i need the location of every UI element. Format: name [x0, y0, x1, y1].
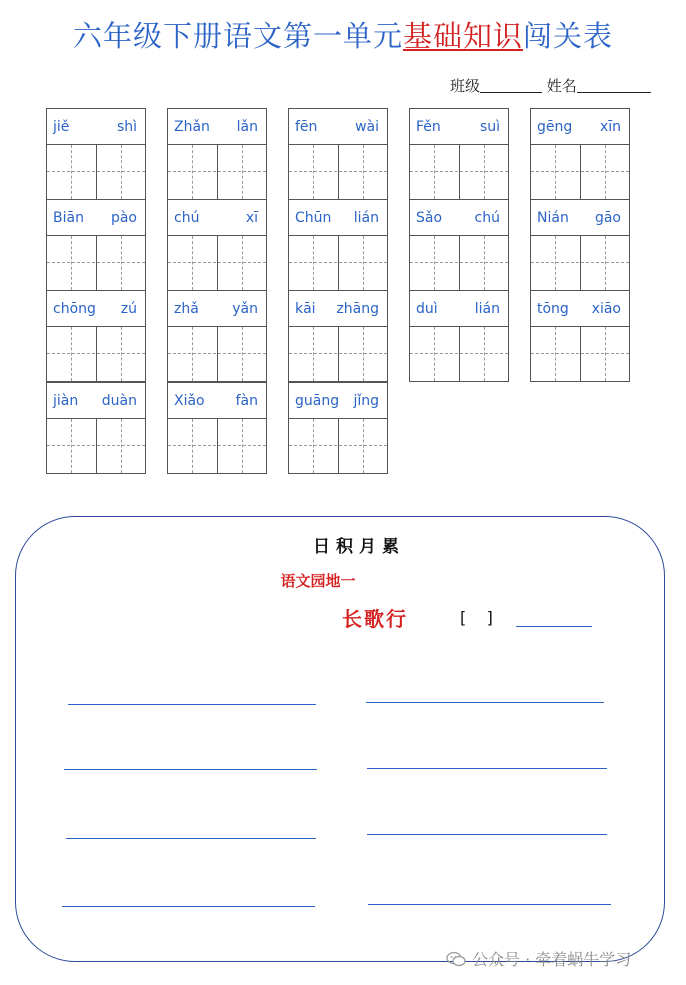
grid-line: [531, 353, 629, 354]
pinyin-left: duì: [416, 301, 438, 317]
grid-line: [605, 236, 606, 290]
character-boxes[interactable]: [531, 327, 629, 381]
grid-line: [71, 419, 72, 473]
pinyin-right: xiāo: [591, 301, 621, 317]
section-subheading: 语文园地一: [280, 572, 356, 590]
grid-line: [96, 236, 97, 290]
grid-line: [434, 327, 435, 381]
pinyin-right: xīn: [599, 119, 621, 135]
class-blank[interactable]: [480, 92, 542, 93]
wechat-icon: [446, 951, 466, 967]
character-boxes[interactable]: [410, 327, 508, 381]
pinyin-left: tōng: [537, 301, 569, 317]
grid-line: [410, 262, 508, 263]
pinyin-block: [167, 199, 267, 291]
pinyin-left: jiàn: [53, 393, 79, 409]
pinyin-right: yǎn: [232, 301, 258, 317]
pinyin-left: Biān: [53, 210, 84, 226]
grid-line: [168, 445, 266, 446]
grid-line: [289, 262, 387, 263]
grid-line: [484, 236, 485, 290]
pinyin-right: lián: [474, 301, 500, 317]
pinyin-left: chú: [174, 210, 200, 226]
grid-line: [580, 236, 581, 290]
pinyin-row: [531, 200, 629, 236]
pinyin-right: chú: [474, 210, 500, 226]
grid-line: [121, 419, 122, 473]
writing-line[interactable]: [64, 769, 317, 770]
character-boxes[interactable]: [289, 236, 387, 290]
grid-line: [168, 262, 266, 263]
class-label: 班级: [450, 77, 481, 95]
grid-line: [168, 353, 266, 354]
writing-line[interactable]: [68, 704, 316, 705]
pinyin-row: [410, 200, 508, 236]
grid-line: [484, 327, 485, 381]
class-name-fields: [450, 75, 651, 96]
pinyin-left: zhǎ: [174, 301, 199, 317]
grid-line: [313, 419, 314, 473]
grid-line: [580, 327, 581, 381]
grid-line: [338, 236, 339, 290]
grid-line: [605, 327, 606, 381]
grid-line: [313, 327, 314, 381]
grid-line: [289, 445, 387, 446]
title-highlight: 基础知识: [402, 19, 523, 53]
pinyin-left: Nián: [537, 210, 569, 226]
pinyin-left: Fěn: [416, 119, 441, 135]
pinyin-left: fēn: [295, 119, 318, 135]
pinyin-row: [410, 109, 508, 145]
grid-line: [580, 145, 581, 199]
writing-line[interactable]: [366, 702, 604, 703]
watermark-text: 公众号 · 牵着蜗牛学习: [472, 950, 632, 969]
pinyin-block: [409, 108, 509, 200]
pinyin-right: zú: [120, 301, 137, 317]
section-heading: 日积月累: [313, 537, 405, 557]
writing-line[interactable]: [367, 834, 607, 835]
grid-line: [242, 327, 243, 381]
grid-line: [217, 145, 218, 199]
character-boxes[interactable]: [289, 145, 387, 199]
grid-line: [71, 145, 72, 199]
pinyin-right: xī: [245, 210, 258, 226]
grid-line: [459, 236, 460, 290]
pinyin-row: [410, 291, 508, 327]
writing-line[interactable]: [66, 838, 316, 839]
character-boxes[interactable]: [531, 236, 629, 290]
grid-line: [96, 145, 97, 199]
grid-line: [71, 236, 72, 290]
grid-line: [217, 236, 218, 290]
character-boxes[interactable]: [531, 145, 629, 199]
pinyin-block: [167, 382, 267, 474]
grid-line: [121, 236, 122, 290]
grid-line: [47, 353, 145, 354]
pinyin-right: duàn: [101, 393, 137, 409]
author-bracket: [ ]: [460, 608, 493, 627]
grid-line: [289, 171, 387, 172]
pinyin-block: [46, 199, 146, 291]
pinyin-row: [289, 109, 387, 145]
grid-line: [555, 236, 556, 290]
grid-line: [313, 145, 314, 199]
grid-line: [168, 171, 266, 172]
pinyin-right: gāo: [594, 210, 621, 226]
character-boxes[interactable]: [168, 145, 266, 199]
grid-line: [242, 419, 243, 473]
pinyin-block: [288, 290, 388, 382]
grid-line: [192, 419, 193, 473]
grid-line: [531, 171, 629, 172]
grid-line: [410, 171, 508, 172]
pinyin-row: [168, 383, 266, 419]
pinyin-left: gēng: [537, 119, 573, 135]
name-label: 姓名: [546, 77, 577, 95]
character-boxes[interactable]: [289, 327, 387, 381]
writing-line[interactable]: [367, 768, 607, 769]
pinyin-block: [46, 290, 146, 382]
grid-line: [484, 145, 485, 199]
grid-line: [363, 236, 364, 290]
pinyin-block: [46, 108, 146, 200]
grid-line: [555, 327, 556, 381]
pinyin-row: [531, 291, 629, 327]
title-pre: 六年级下册语文第一单元: [72, 19, 403, 53]
pinyin-row: [289, 383, 387, 419]
grid-line: [434, 236, 435, 290]
pinyin-left: chōng: [53, 301, 96, 317]
pinyin-right: suì: [479, 119, 500, 135]
grid-line: [96, 327, 97, 381]
character-boxes[interactable]: [47, 327, 145, 381]
pinyin-block: [409, 199, 509, 291]
pinyin-row: [168, 200, 266, 236]
grid-line: [192, 145, 193, 199]
grid-line: [96, 419, 97, 473]
pinyin-block: [167, 290, 267, 382]
pinyin-row: [168, 109, 266, 145]
pinyin-left: Zhǎn: [174, 119, 210, 135]
grid-line: [313, 236, 314, 290]
grid-line: [192, 236, 193, 290]
character-boxes[interactable]: [168, 327, 266, 381]
pinyin-block: [288, 108, 388, 200]
grid-line: [434, 145, 435, 199]
pinyin-block: [288, 382, 388, 474]
pinyin-row: [47, 109, 145, 145]
grid-line: [531, 262, 629, 263]
pinyin-right: jǐng: [353, 393, 379, 409]
character-boxes[interactable]: [168, 236, 266, 290]
grid-line: [242, 236, 243, 290]
grid-line: [242, 145, 243, 199]
writing-line[interactable]: [62, 906, 315, 907]
grid-line: [47, 262, 145, 263]
pinyin-right: pào: [110, 210, 137, 226]
grid-line: [410, 353, 508, 354]
pinyin-row: [289, 291, 387, 327]
pinyin-block: [409, 290, 509, 382]
grid-line: [338, 327, 339, 381]
character-boxes[interactable]: [410, 145, 508, 199]
pinyin-block: [288, 199, 388, 291]
pinyin-block: [530, 290, 630, 382]
pinyin-row: [168, 291, 266, 327]
grid-line: [338, 419, 339, 473]
writing-line[interactable]: [368, 904, 611, 905]
pinyin-row: [289, 200, 387, 236]
character-boxes[interactable]: [47, 236, 145, 290]
pinyin-left: kāi: [295, 301, 316, 317]
pinyin-right: zhāng: [336, 301, 379, 317]
title-post: 闯关表: [523, 19, 614, 53]
pinyin-block: [46, 382, 146, 474]
grid-line: [338, 145, 339, 199]
pinyin-left: Chūn: [295, 210, 332, 226]
grid-line: [555, 145, 556, 199]
grid-line: [121, 327, 122, 381]
grid-line: [47, 171, 145, 172]
grid-line: [363, 145, 364, 199]
pinyin-row: [531, 109, 629, 145]
pinyin-row: [47, 291, 145, 327]
author-blank-line[interactable]: [516, 626, 592, 627]
pinyin-right: shì: [116, 119, 137, 135]
poem-title: 长歌行: [342, 607, 408, 631]
grid-line: [459, 145, 460, 199]
character-boxes[interactable]: [168, 419, 266, 473]
pinyin-right: lǎn: [236, 119, 258, 135]
pinyin-left: Xiǎo: [174, 393, 205, 409]
page-title: [0, 14, 686, 55]
character-boxes[interactable]: [47, 419, 145, 473]
character-boxes[interactable]: [47, 145, 145, 199]
pinyin-left: Sǎo: [416, 210, 443, 226]
pinyin-row: [47, 383, 145, 419]
pinyin-right: lián: [353, 210, 379, 226]
pinyin-row: [47, 200, 145, 236]
grid-line: [121, 145, 122, 199]
pinyin-block: [167, 108, 267, 200]
name-blank[interactable]: [577, 92, 651, 93]
grid-line: [605, 145, 606, 199]
grid-line: [47, 445, 145, 446]
pinyin-right: wài: [355, 119, 379, 135]
pinyin-right: fàn: [235, 393, 258, 409]
grid-line: [363, 419, 364, 473]
character-boxes[interactable]: [289, 419, 387, 473]
pinyin-block: [530, 108, 630, 200]
grid-line: [192, 327, 193, 381]
watermark: [446, 947, 631, 970]
grid-line: [217, 419, 218, 473]
pinyin-left: guāng: [295, 393, 340, 409]
grid-line: [71, 327, 72, 381]
grid-line: [363, 327, 364, 381]
grid-line: [459, 327, 460, 381]
grid-line: [217, 327, 218, 381]
pinyin-block: [530, 199, 630, 291]
grid-line: [289, 353, 387, 354]
character-boxes[interactable]: [410, 236, 508, 290]
pinyin-left: jiě: [53, 119, 70, 135]
